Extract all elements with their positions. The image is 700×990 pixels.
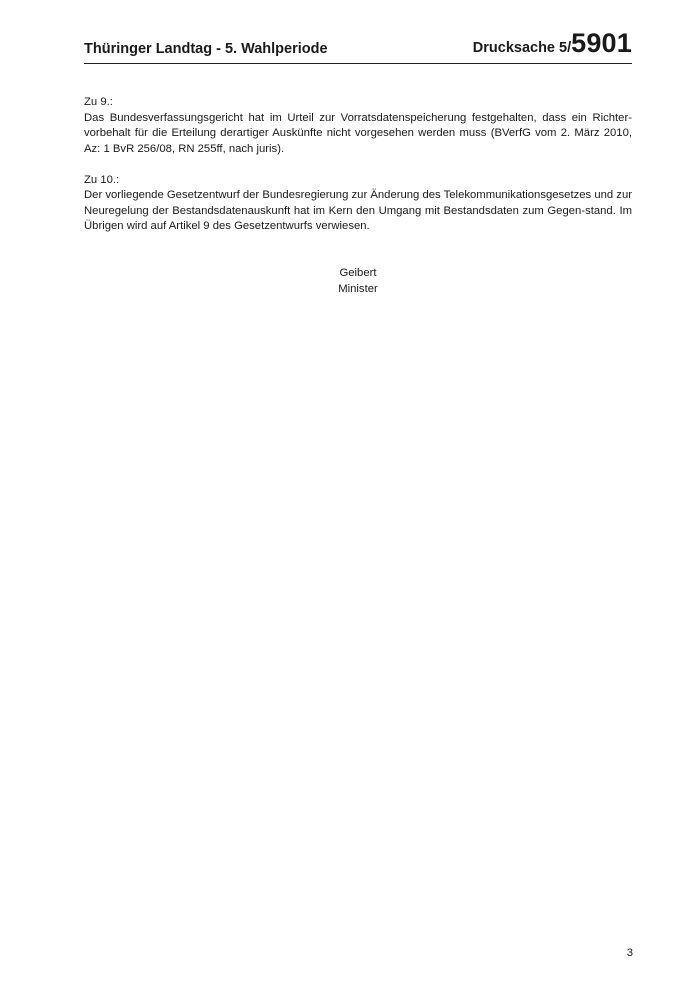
- document-label: Drucksache 5/: [472, 40, 572, 56]
- signature-block: [84, 266, 632, 297]
- document-reference: [473, 28, 632, 59]
- section-zu-9: [84, 95, 632, 157]
- document-body: [84, 95, 632, 250]
- section-zu-10: [84, 173, 632, 235]
- signatory-name: Geibert: [339, 267, 377, 279]
- signatory-role: Minister: [338, 282, 378, 295]
- section-heading: Zu 10.:: [84, 173, 120, 186]
- section-paragraph: Das Bundesverfassungsgericht hat im Urteil zur Vorratsdatenspeicherung festgehalten, dass ein Richter-vorbehalt für die Erteilung derartiger Auskünfte nicht vorgesehen werden muss (BVerfG vom 2. März 2010, Az: 1 BvR 256/08, RN 255ff, nach juris).: [84, 111, 632, 155]
- section-heading: Zu 9.:: [84, 96, 113, 108]
- page-number: 3: [626, 947, 633, 959]
- section-paragraph: Der vorliegende Gesetzentwurf der Bundesregierung zur Änderung des Telekommunikationsgesetzes und zur Neuregelung der Bestandsdatenauskunft hat im Kern den Umgang mit Bestandsdaten zum Gegen-stand. Im Übrigen wird auf Artikel 9 des Gesetzentwurfs verwiesen.: [84, 189, 633, 232]
- page-header: [84, 30, 632, 64]
- parliament-title: Thüringer Landtag - 5. Wahlperiode: [84, 41, 328, 57]
- document-number: 5901: [571, 28, 632, 58]
